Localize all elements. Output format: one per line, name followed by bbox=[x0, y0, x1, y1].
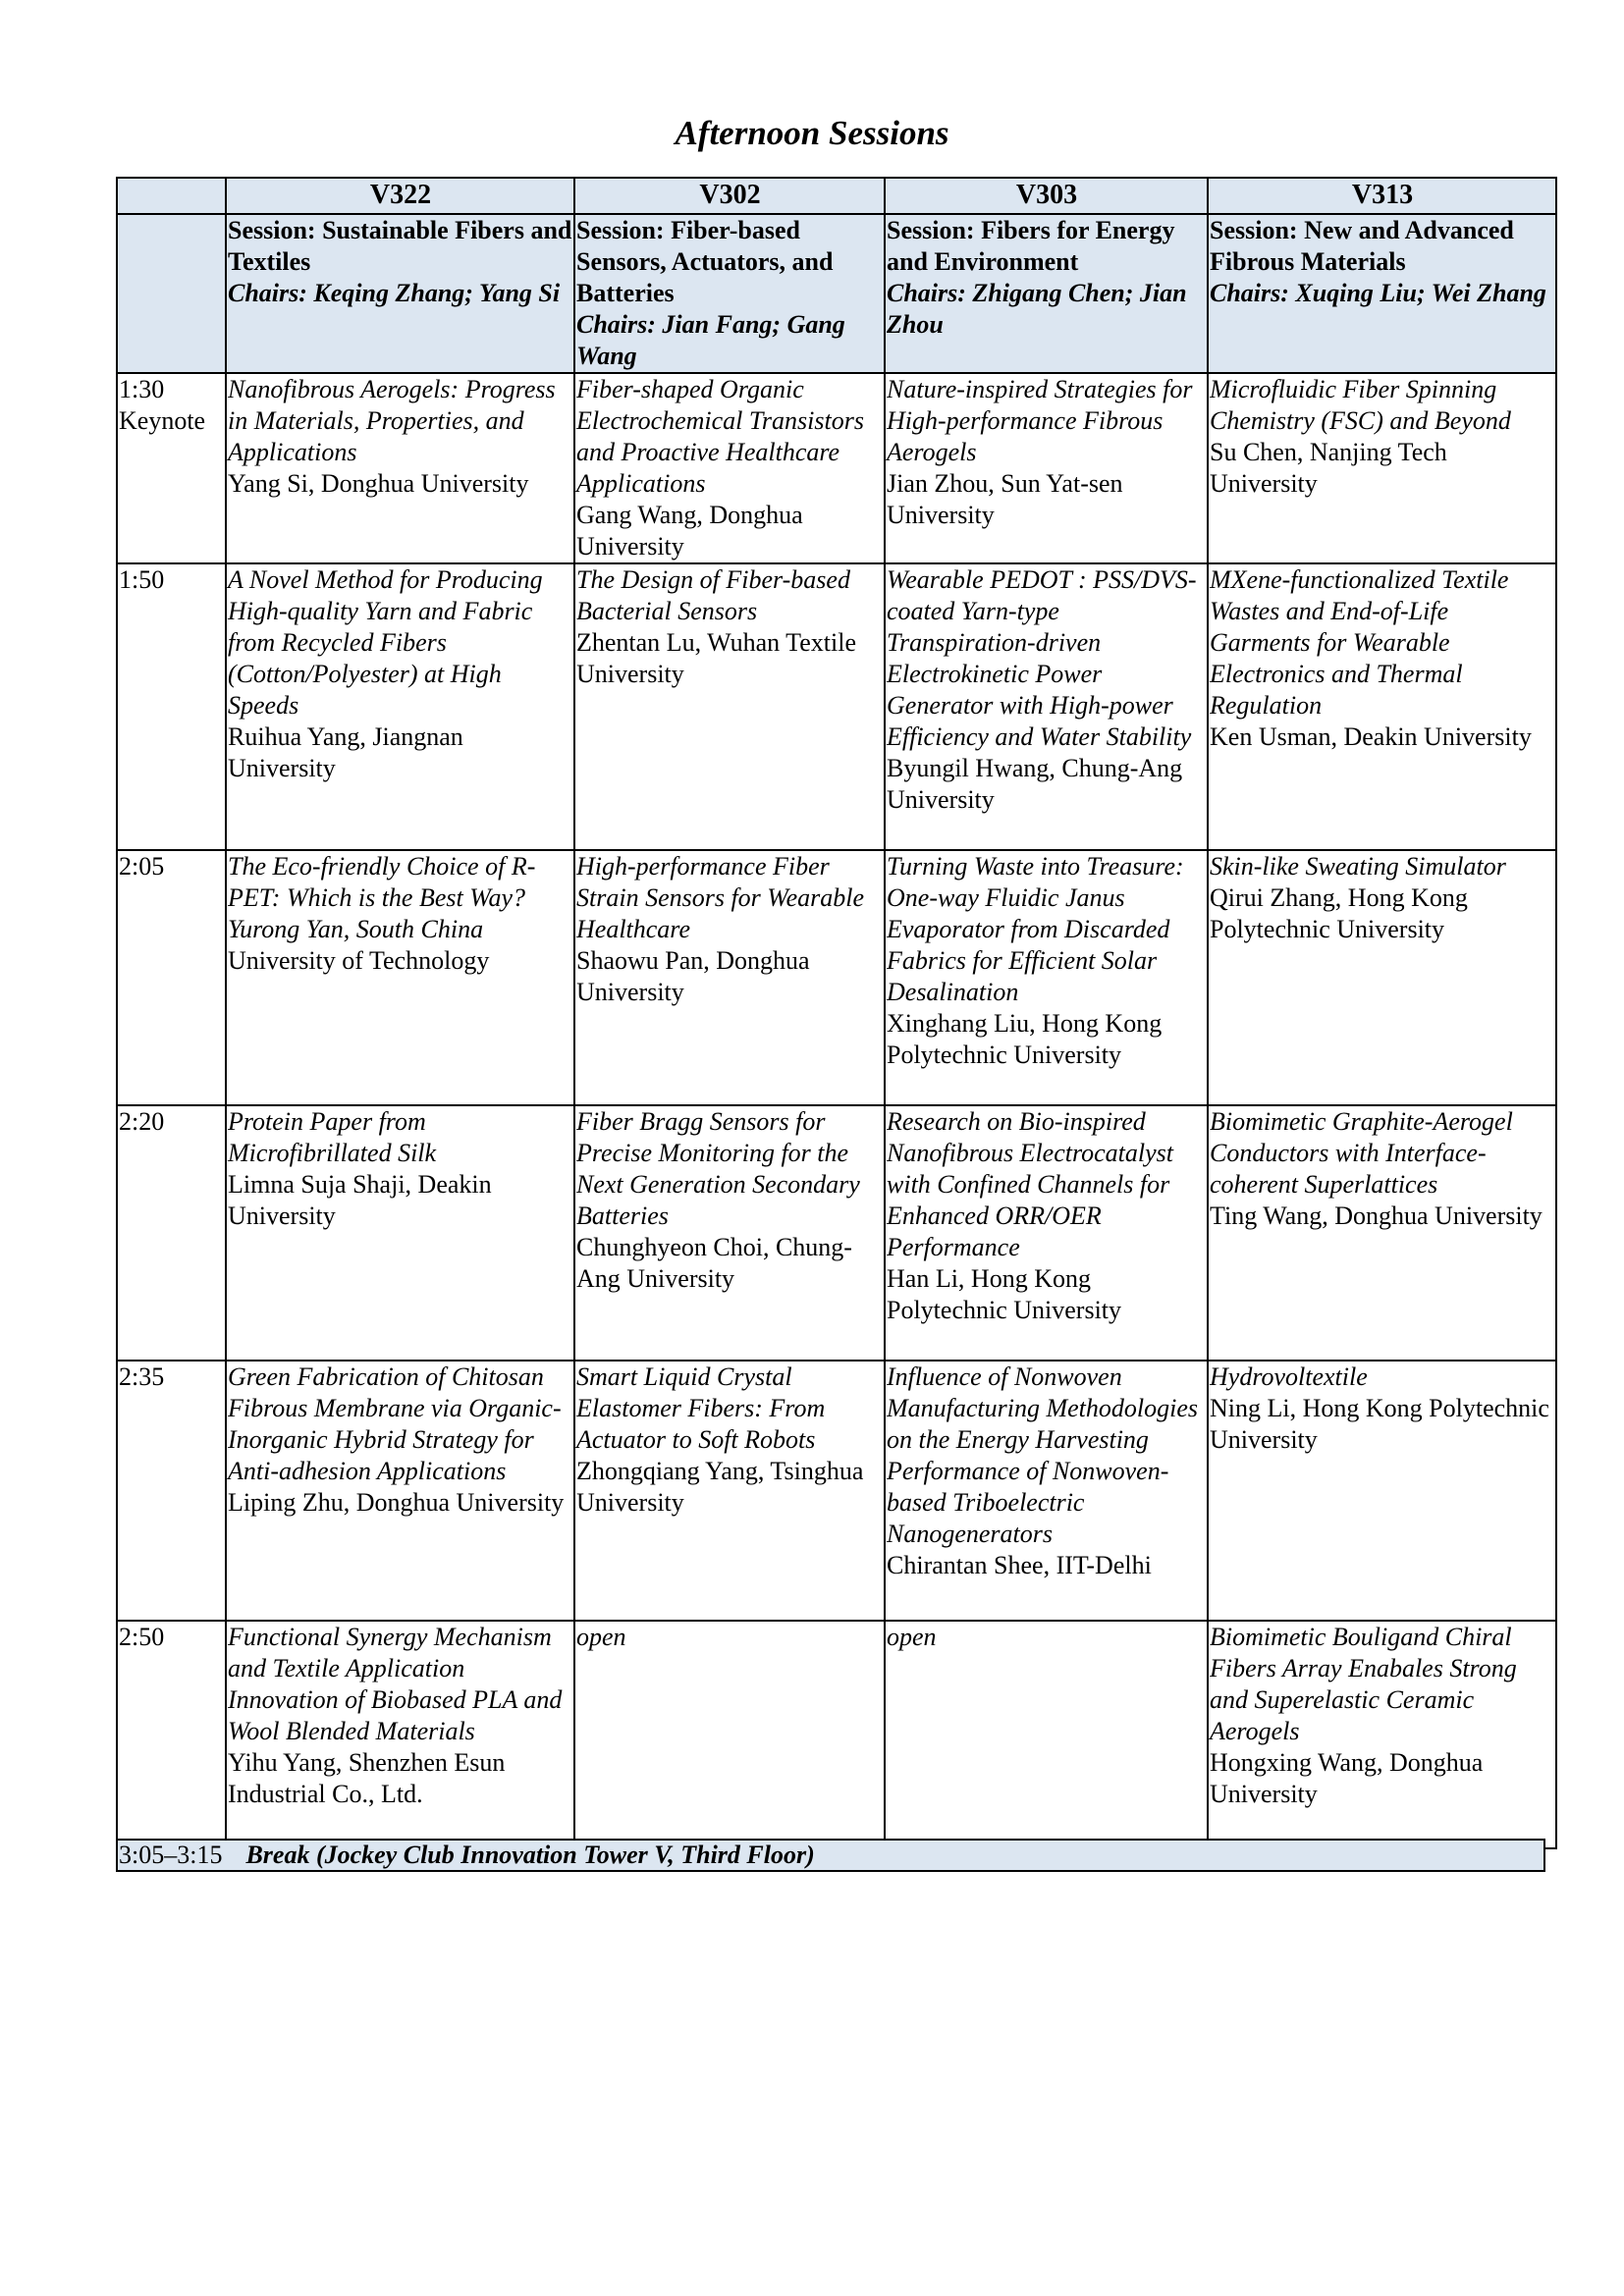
talk-speaker: Han Li, Hong Kong Polytechnic University bbox=[887, 1264, 1122, 1324]
talk-cell bbox=[885, 563, 1208, 850]
talk-title: Wearable PEDOT : PSS/DVS-coated Yarn-type Transpiration-driven Electrokinetic Power Generator with High-power Efficiency and Water Stability bbox=[887, 565, 1197, 751]
slot-time: 2:05 bbox=[119, 852, 165, 881]
session-cell bbox=[574, 214, 885, 373]
talk-cell bbox=[226, 1361, 574, 1621]
talk-title: Hydrovoltextile bbox=[1210, 1362, 1368, 1391]
room-header: V322 bbox=[226, 178, 574, 214]
talk-title: Functional Synergy Mechanism and Textile Application Innovation of Biobased PLA and Wool Blended Materials bbox=[228, 1623, 563, 1745]
session-chairs: Chairs: Keqing Zhang; Yang Si bbox=[228, 279, 561, 307]
slot-time: 2:20 bbox=[119, 1107, 165, 1136]
talk-title: Green Fabrication of Chitosan Fibrous Membrane via Organic-Inorganic Hybrid Strategy for Anti-adhesion Applications bbox=[228, 1362, 562, 1485]
talk-cell bbox=[574, 850, 885, 1105]
time-cell bbox=[117, 214, 226, 373]
talk-speaker: Gang Wang, Donghua University bbox=[576, 501, 803, 561]
talk-title: Fiber Bragg Sensors for Precise Monitoring for the Next Generation Secondary Batteries bbox=[576, 1107, 860, 1230]
time-slot-row bbox=[117, 850, 1556, 1105]
talk-cell bbox=[574, 1105, 885, 1361]
session-name: Session: Sustainable Fibers and Textiles bbox=[228, 216, 572, 276]
talk-title: Smart Liquid Crystal Elastomer Fibers: From Actuator to Soft Robots bbox=[576, 1362, 826, 1454]
slot-time: 2:35 bbox=[119, 1362, 165, 1391]
talk-speaker: Byungil Hwang, Chung-Ang University bbox=[887, 754, 1183, 814]
slot-time: 1:30 bbox=[119, 375, 165, 403]
session-chairs: Chairs: Xuqing Liu; Wei Zhang bbox=[1210, 279, 1546, 307]
schedule-table bbox=[116, 177, 1557, 1849]
session-cell bbox=[1208, 214, 1556, 373]
talk-speaker: Shaowu Pan, Donghua University bbox=[576, 946, 810, 1006]
slot-label: Keynote bbox=[119, 406, 206, 435]
session-chairs: Chairs: Zhigang Chen; Jian Zhou bbox=[887, 279, 1187, 339]
time-cell bbox=[117, 1621, 226, 1848]
talk-speaker: Limna Suja Shaji, Deakin University bbox=[228, 1170, 492, 1230]
slot-time: 2:50 bbox=[119, 1623, 165, 1651]
talk-speaker: Chunghyeon Choi, Chung-Ang University bbox=[576, 1233, 852, 1293]
talk-speaker: Yihu Yang, Shenzhen Esun Industrial Co., Ltd. bbox=[228, 1748, 506, 1808]
talk-cell bbox=[1208, 850, 1556, 1105]
time-slot-row bbox=[117, 1621, 1556, 1848]
talk-speaker: Hongxing Wang, Donghua University bbox=[1210, 1748, 1484, 1808]
talk-speaker: Jian Zhou, Sun Yat-sen University bbox=[887, 469, 1123, 529]
talk-cell bbox=[885, 1105, 1208, 1361]
session-chairs: Chairs: Jian Fang; Gang Wang bbox=[576, 310, 845, 370]
time-cell bbox=[117, 850, 226, 1105]
talk-title: High-performance Fiber Strain Sensors for Wearable Healthcare bbox=[576, 852, 864, 943]
break-bar bbox=[116, 1839, 1545, 1872]
time-slot-row bbox=[117, 373, 1556, 563]
talk-title: Fiber-shaped Organic Electrochemical Transistors and Proactive Healthcare Applications bbox=[576, 375, 864, 498]
time-slot-row bbox=[117, 563, 1556, 850]
room-header-row bbox=[117, 178, 1556, 214]
talk-cell bbox=[1208, 1361, 1556, 1621]
room-header: V302 bbox=[574, 178, 885, 214]
talk-title: Research on Bio-inspired Nanofibrous Electrocatalyst with Confined Channels for Enhanced ORR/OER Performance bbox=[887, 1107, 1173, 1261]
talk-title: The Design of Fiber-based Bacterial Sensors bbox=[576, 565, 850, 625]
talk-speaker: Su Chen, Nanjing Tech University bbox=[1210, 438, 1447, 498]
time-cell bbox=[117, 373, 226, 563]
talk-cell bbox=[1208, 1621, 1556, 1848]
time-header-cell bbox=[117, 178, 226, 214]
talk-title: Protein Paper from Microfibrillated Silk bbox=[228, 1107, 437, 1167]
talk-title: Biomimetic Bouligand Chiral Fibers Array Enabales Strong and Superelastic Ceramic Aerogels bbox=[1210, 1623, 1517, 1745]
time-cell bbox=[117, 1361, 226, 1621]
talk-cell bbox=[226, 1621, 574, 1848]
talk-title: MXene-functionalized Textile Wastes and End-of-Life Garments for Wearable Electronics and Thermal Regulation bbox=[1210, 565, 1509, 720]
talk-cell bbox=[1208, 563, 1556, 850]
talk-speaker: Xinghang Liu, Hong Kong Polytechnic University bbox=[887, 1009, 1163, 1069]
talk-title: open bbox=[887, 1623, 937, 1651]
talk-cell bbox=[885, 373, 1208, 563]
session-name: Session: New and Advanced Fibrous Materials bbox=[1210, 216, 1514, 276]
talk-speaker: Chirantan Shee, IIT-Delhi bbox=[887, 1551, 1152, 1579]
talk-title: Nature-inspired Strategies for High-performance Fibrous Aerogels bbox=[887, 375, 1193, 466]
talk-cell bbox=[574, 1621, 885, 1848]
talk-speaker: Ken Usman, Deakin University bbox=[1210, 722, 1532, 751]
room-header: V313 bbox=[1208, 178, 1556, 214]
talk-title: open bbox=[576, 1623, 626, 1651]
talk-speaker: Zhongqiang Yang, Tsinghua University bbox=[576, 1457, 864, 1517]
slot-time: 1:50 bbox=[119, 565, 165, 594]
session-name: Session: Fibers for Energy and Environment bbox=[887, 216, 1175, 276]
session-row bbox=[117, 214, 1556, 373]
talk-speaker: Ruihua Yang, Jiangnan University bbox=[228, 722, 463, 782]
break-time: 3:05–3:15 bbox=[119, 1841, 223, 1869]
session-cell bbox=[885, 214, 1208, 373]
talk-speaker: Yang Si, Donghua University bbox=[228, 469, 529, 498]
talk-speaker: Ting Wang, Donghua University bbox=[1210, 1201, 1543, 1230]
time-cell bbox=[117, 1105, 226, 1361]
talk-cell bbox=[226, 1105, 574, 1361]
talk-speaker: Ning Li, Hong Kong Polytechnic University bbox=[1210, 1394, 1549, 1454]
talk-title: Influence of Nonwoven Manufacturing Methodologies on the Energy Harvesting Performance of Nonwoven-based Triboelectric Nanogenerators bbox=[887, 1362, 1199, 1548]
time-slot-row bbox=[117, 1105, 1556, 1361]
session-cell bbox=[226, 214, 574, 373]
talk-title: Microfluidic Fiber Spinning Chemistry (FSC) and Beyond bbox=[1210, 375, 1511, 435]
talk-cell bbox=[574, 563, 885, 850]
talk-title: The Eco-friendly Choice of R-PET: Which is the Best Way? Yurong Yan, South China bbox=[228, 852, 536, 943]
talk-title: A Novel Method for Producing High-quality Yarn and Fabric from Recycled Fibers (Cotton/Polyester) at High Speeds bbox=[228, 565, 543, 720]
talk-cell bbox=[226, 373, 574, 563]
session-name: Session: Fiber-based Sensors, Actuators, and Batteries bbox=[576, 216, 834, 307]
talk-cell bbox=[885, 1621, 1208, 1848]
talk-cell bbox=[574, 373, 885, 563]
talk-speaker: Liping Zhu, Donghua University bbox=[228, 1488, 565, 1517]
time-cell bbox=[117, 563, 226, 850]
talk-title: Biomimetic Graphite-Aerogel Conductors with Interface-coherent Superlattices bbox=[1210, 1107, 1513, 1199]
talk-cell bbox=[226, 563, 574, 850]
break-label: Break (Jockey Club Innovation Tower V, Third Floor) bbox=[245, 1841, 815, 1869]
talk-title: Nanofibrous Aerogels: Progress in Materials, Properties, and Applications bbox=[228, 375, 556, 466]
room-header: V303 bbox=[885, 178, 1208, 214]
talk-speaker: Zhentan Lu, Wuhan Textile University bbox=[576, 628, 856, 688]
talk-title: Skin-like Sweating Simulator bbox=[1210, 852, 1506, 881]
talk-speaker: University of Technology bbox=[228, 946, 490, 975]
talk-cell bbox=[1208, 373, 1556, 563]
time-slot-row bbox=[117, 1361, 1556, 1621]
talk-cell bbox=[885, 850, 1208, 1105]
talk-cell bbox=[1208, 1105, 1556, 1361]
page-title: Afternoon Sessions bbox=[675, 114, 949, 152]
talk-cell bbox=[574, 1361, 885, 1621]
talk-cell bbox=[885, 1361, 1208, 1621]
talk-cell bbox=[226, 850, 574, 1105]
talk-title: Turning Waste into Treasure: One-way Fluidic Janus Evaporator from Discarded Fabrics for Efficient Solar Desalination bbox=[887, 852, 1184, 1006]
talk-speaker: Qirui Zhang, Hong Kong Polytechnic University bbox=[1210, 883, 1468, 943]
